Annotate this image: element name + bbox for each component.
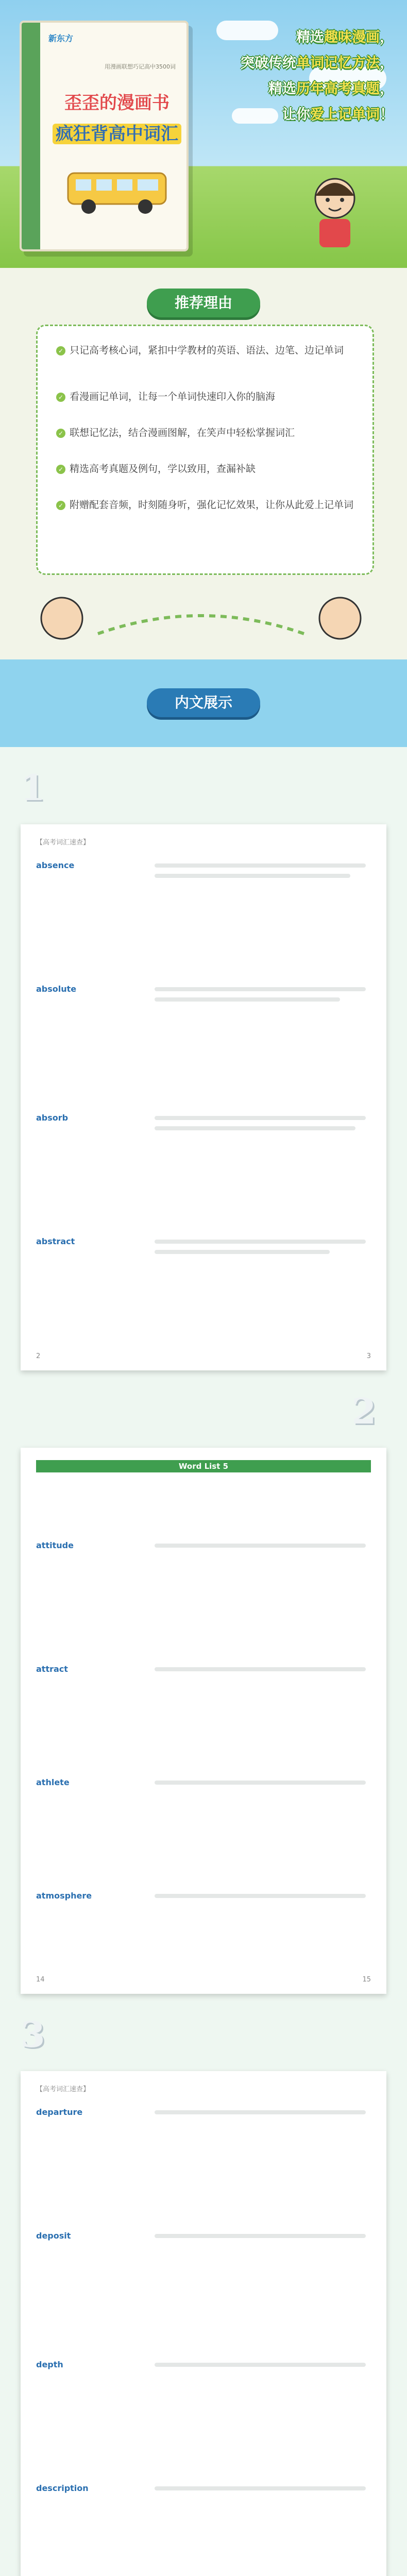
sample-page-1 xyxy=(21,824,386,1370)
book-title-highlight: 疯狂背高中词汇 xyxy=(53,124,181,144)
content-show-title: 内文展示 xyxy=(147,688,260,717)
student-character-icon xyxy=(289,170,381,252)
entry-text xyxy=(155,997,340,1002)
entry-word: athlete xyxy=(36,1777,70,1787)
sample-number: 3 xyxy=(21,2014,45,2056)
entry-word: departure xyxy=(36,2107,83,2117)
kids-illustration xyxy=(21,587,381,649)
entry-word: attitude xyxy=(36,1540,74,1550)
entry-text xyxy=(155,1781,366,1785)
entry-text xyxy=(155,1894,366,1898)
entry-word: description xyxy=(36,2483,89,2493)
sample-number: 2 xyxy=(351,1391,376,1432)
entry-word: atmosphere xyxy=(36,1891,92,1901)
entry-text xyxy=(155,1116,366,1120)
entry-text xyxy=(155,1544,366,1548)
sample-page-3 xyxy=(21,2071,386,2576)
list-item: ✓ 精选高考真题及例句，学以致用，查漏补缺 xyxy=(56,460,360,478)
book-title-line2 xyxy=(53,120,181,145)
tagline-3: 精选历年高考真题， xyxy=(268,81,394,97)
entry-text xyxy=(155,1126,355,1130)
book-subtitle: 用漫画联想巧记高中3500词 xyxy=(105,63,176,70)
entry-text xyxy=(155,1250,330,1254)
entry-text xyxy=(155,2234,366,2238)
entry-text xyxy=(155,863,366,868)
check-icon: ✓ xyxy=(56,393,65,402)
sample-number: 1 xyxy=(21,768,45,809)
entry-text xyxy=(155,987,366,991)
entry-word: absorb xyxy=(36,1113,69,1123)
hero-banner xyxy=(0,0,407,268)
tagline-1: 精选趣味漫画， xyxy=(296,29,394,45)
content-show-header xyxy=(0,659,407,747)
page-number: 3 xyxy=(366,1352,371,1360)
check-icon: ✓ xyxy=(56,465,65,474)
entry-word: absolute xyxy=(36,984,77,994)
entry-text xyxy=(155,1240,366,1244)
list-item: ✓ 附赠配套音频，时刻随身听，强化记忆效果，让你从此爱上记单词 xyxy=(56,496,360,514)
recommend-section xyxy=(0,268,407,659)
page-number: 2 xyxy=(36,1352,41,1360)
page-number: 14 xyxy=(36,1976,45,1984)
tagline-4: 让你爱上记单词！ xyxy=(282,107,394,123)
entry-word: depth xyxy=(36,2360,63,2369)
tagline-2: 突破传统单词记忆方法， xyxy=(241,55,394,71)
entry-text xyxy=(155,2110,366,2114)
check-icon: ✓ xyxy=(56,346,65,355)
entry-text xyxy=(155,2363,366,2367)
entry-text xyxy=(155,2486,366,2490)
check-icon: ✓ xyxy=(56,501,65,510)
sample-header: 【高考词汇速查】 xyxy=(36,839,90,846)
book-title-line1: 歪歪的漫画书 xyxy=(64,93,169,113)
entry-word: absence xyxy=(36,860,75,870)
list-item: ✓ 只记高考核心词，紧扣中学教材的英语、语法、边笔、边记单词 xyxy=(56,342,360,359)
word-list-header: Word List 5 xyxy=(36,1460,371,1472)
check-icon: ✓ xyxy=(56,429,65,438)
sample-pages xyxy=(0,747,407,2576)
sample-page-2 xyxy=(21,1448,386,1994)
publisher-logo: 新东方 xyxy=(48,33,74,43)
book-spine xyxy=(22,23,40,249)
entry-word: deposit xyxy=(36,2231,71,2241)
recommend-title: 推荐理由 xyxy=(147,289,260,317)
bus-illustration xyxy=(58,158,176,219)
entry-word: abstract xyxy=(36,1236,75,1246)
recommend-list xyxy=(36,325,374,575)
sample-header: 【高考词汇速查】 xyxy=(36,2086,90,2093)
entry-word: attract xyxy=(36,1664,68,1674)
entry-text xyxy=(155,1667,366,1671)
book-cover xyxy=(20,21,189,251)
entry-text xyxy=(155,874,350,878)
list-item: ✓ 联想记忆法，结合漫画图解，在笑声中轻松掌握词汇 xyxy=(56,424,360,442)
page-number: 15 xyxy=(362,1976,371,1984)
list-item: ✓ 看漫画记单词，让每一个单词快速印入你的脑海 xyxy=(56,388,360,405)
